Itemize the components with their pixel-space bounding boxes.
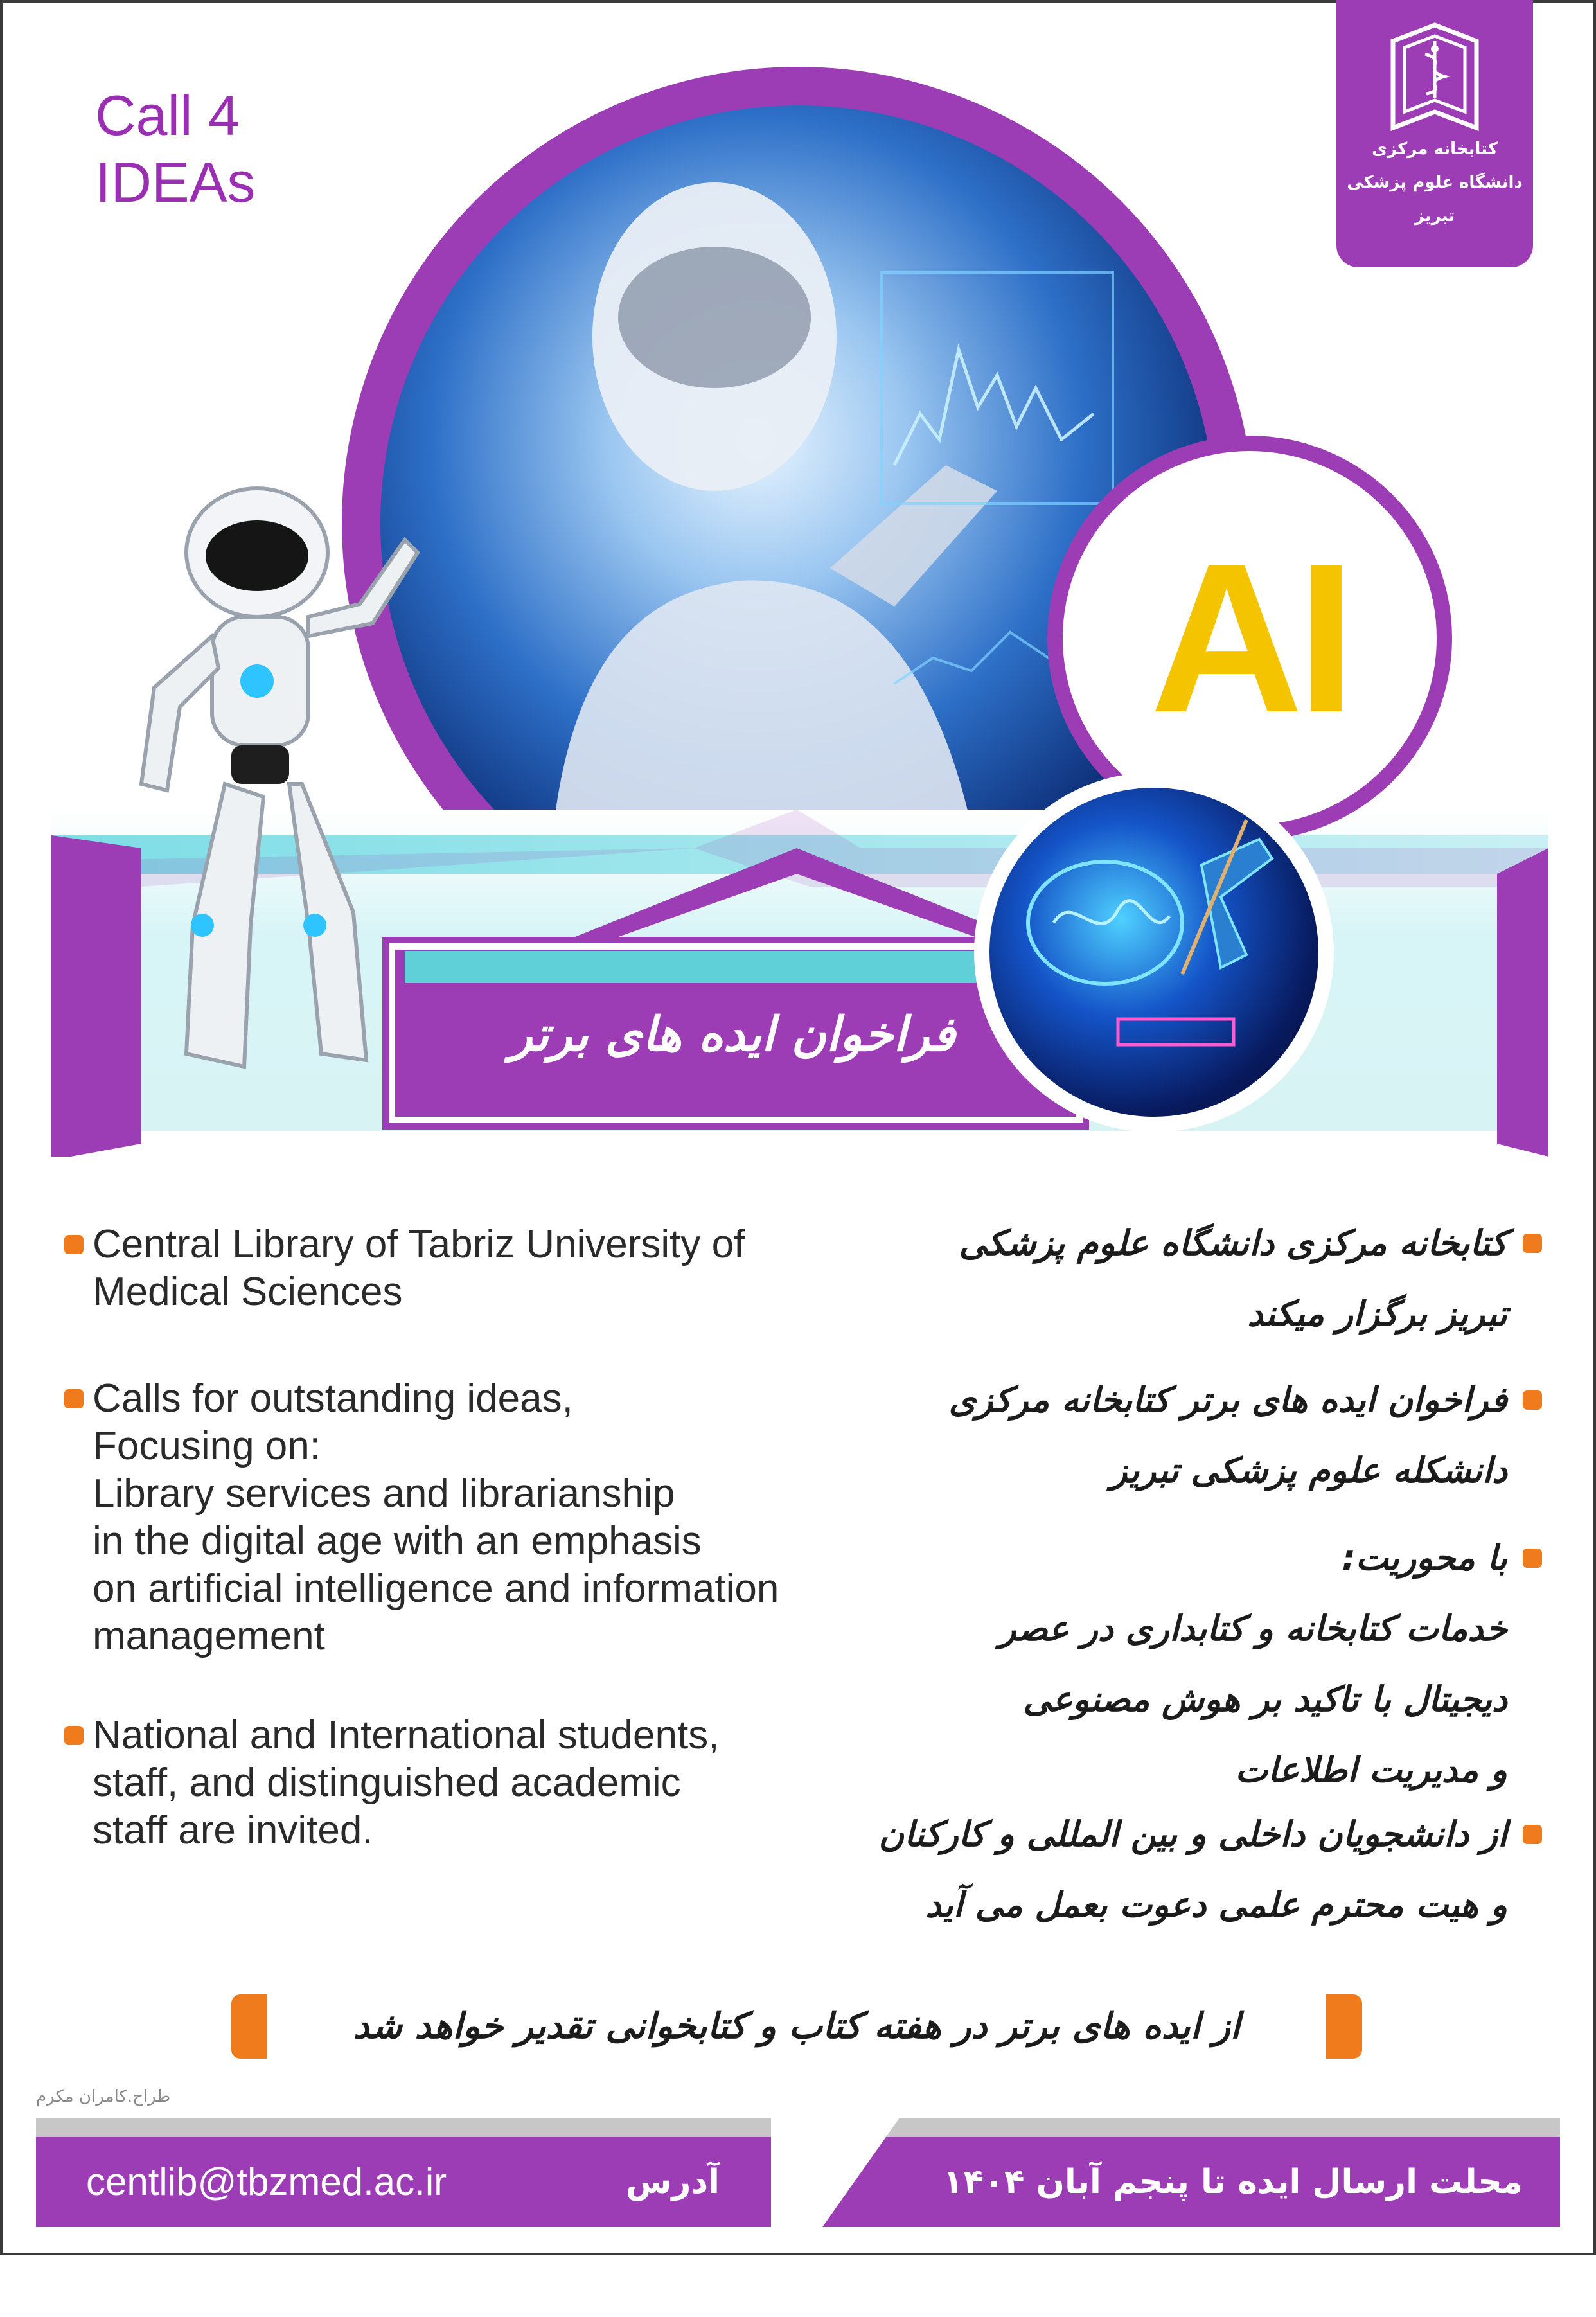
logo-line-1: کتابخانه مرکزی xyxy=(1372,139,1498,159)
call-line-2: IDEAs xyxy=(95,150,256,214)
bullet-square-icon xyxy=(1523,1234,1542,1253)
bullet-square-icon xyxy=(1523,1390,1542,1410)
submission-deadline: محلت ارسال ایده تا پنجم آبان ۱۴۰۴ xyxy=(943,2163,1523,2201)
english-item-text: Calls for outstanding ideas, Focusing on: Library services and librarianship in the digital age with an emphasis on artificial intelligence and information management xyxy=(93,1376,779,1658)
university-logo-icon xyxy=(1387,22,1483,131)
brain-robot-hand-image xyxy=(989,788,1318,1117)
persian-item-text: کتابخانه مرکزی دانشگاه علوم پزشکی تبریز برگزار میکند xyxy=(959,1223,1507,1334)
title-banner-stripe xyxy=(405,951,1060,983)
contact-email-link[interactable]: centlib@tbzmed.ac.ir xyxy=(86,2160,447,2203)
persian-item-text: از دانشجویان داخلی و بین المللی و کارکنان و هیت محترم علمی دعوت بعمل می آید xyxy=(878,1814,1507,1925)
bullet-square-icon xyxy=(1523,1825,1542,1844)
persian-item-3 xyxy=(643,1523,1542,1806)
address-label: آدرس ارسال: xyxy=(601,2163,720,2291)
university-logo-badge xyxy=(1336,0,1533,267)
persian-item-1 xyxy=(643,1208,1542,1349)
call-for-ideas-heading xyxy=(95,82,365,216)
call-line-1: Call 4 xyxy=(95,84,240,147)
persian-item-text: با محوریت: خدمات کتابخانه و کتابداری در عصر دیجیتال با تاکید بر هوش مصنوعی و مدیریت اطلاعات xyxy=(999,1538,1507,1790)
award-statement: از ایده های برتر در هفته کتاب و کتابخوانی تقدیر خواهد شد xyxy=(353,2005,1241,2047)
logo-line-3: تبریز xyxy=(1414,206,1455,226)
logo-line-2: دانشگاه علوم پزشکی xyxy=(1347,173,1523,192)
bullet-square-icon xyxy=(64,1726,84,1745)
designer-credit: طراح.کامران مکرم xyxy=(36,2087,171,2106)
main-title: فراخوان ایده های برتر xyxy=(509,1007,956,1062)
persian-item-text: فراخوان ایده های برتر کتابخانه مرکزی دانشکله علوم پزشکی تبریز xyxy=(948,1380,1507,1491)
persian-item-4 xyxy=(643,1799,1542,1940)
persian-item-2 xyxy=(643,1365,1542,1506)
logo-caption xyxy=(1343,132,1527,233)
english-item-text: Central Library of Tabriz University of Medical Sciences xyxy=(93,1222,745,1314)
award-bracket-right xyxy=(1326,1994,1362,2059)
bullet-square-icon xyxy=(64,1235,84,1254)
ai-label: AI xyxy=(1150,519,1349,756)
award-bracket-left xyxy=(231,1994,267,2059)
english-item-text: National and International students, staff, and distinguished academic staff are invited. xyxy=(93,1713,720,1852)
bullet-square-icon xyxy=(64,1389,84,1408)
bullet-square-icon xyxy=(1523,1549,1542,1568)
brain-illustration xyxy=(989,788,1318,1117)
